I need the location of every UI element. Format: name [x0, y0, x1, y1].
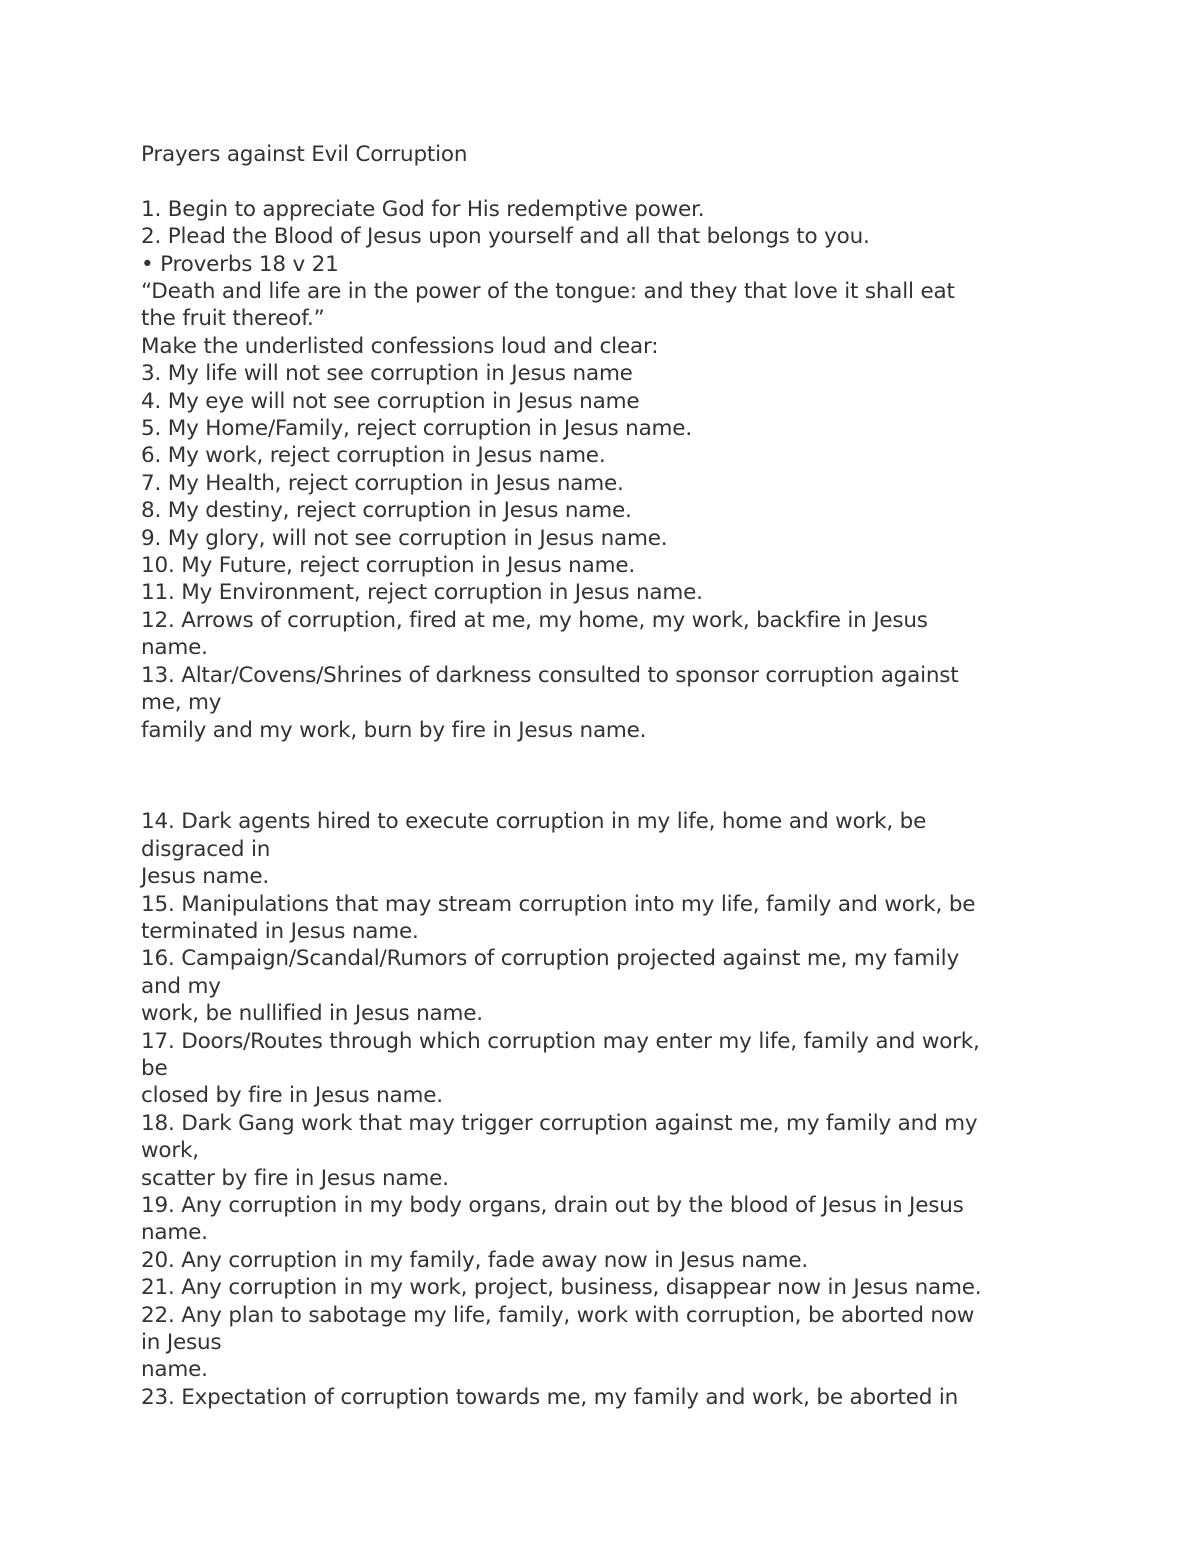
text-line: 10. My Future, reject corruption in Jesus name.: [141, 553, 635, 579]
text-line: 9. My glory, will not see corruption in Jesus name.: [141, 525, 668, 551]
text-line: 21. Any corruption in my work, project, business, disappear now in Jesus name.: [141, 1275, 982, 1301]
text-line: terminated in Jesus name.: [141, 918, 419, 944]
text-line: disgraced in: [141, 836, 271, 862]
text-line: 12. Arrows of corruption, fired at me, my home, my work, backfire in Jesus: [141, 607, 928, 633]
text-line: family and my work, burn by fire in Jesus name.: [141, 717, 647, 743]
text-line: 16. Campaign/Scandal/Rumors of corruption projected against me, my family: [141, 946, 959, 972]
text-line: 20. Any corruption in my family, fade away now in Jesus name.: [141, 1247, 809, 1273]
text-line: 13. Altar/Covens/Shrines of darkness consulted to sponsor corruption against: [141, 662, 959, 688]
text-line: 23. Expectation of corruption towards me, my family and work, be aborted in: [141, 1384, 959, 1410]
text-line: Jesus name.: [141, 864, 270, 890]
text-line: 15. Manipulations that may stream corruption into my life, family and work, be: [141, 891, 976, 917]
text-line: 11. My Environment, reject corruption in Jesus name.: [141, 580, 703, 606]
text-line: 7. My Health, reject corruption in Jesus name.: [141, 470, 624, 496]
text-line: 19. Any corruption in my body organs, drain out by the blood of Jesus in Jesus: [141, 1193, 964, 1218]
text-line: work,: [141, 1138, 199, 1164]
text-line: closed by fire in Jesus name.: [141, 1083, 443, 1109]
text-line: 8. My destiny, reject corruption in Jesus name.: [141, 498, 632, 524]
blank-line: [141, 744, 1071, 771]
text-line: scatter by fire in Jesus name.: [141, 1165, 449, 1191]
text-line: name.: [141, 1357, 208, 1383]
text-line: name.: [141, 1220, 208, 1246]
text-line: 4. My eye will not see corruption in Jesus name: [141, 388, 640, 414]
text-line: 17. Doors/Routes through which corruption may enter my life, family and work,: [141, 1028, 980, 1054]
text-line: 18. Dark Gang work that may trigger corruption against me, my family and my: [141, 1110, 978, 1136]
text-line: 1. Begin to appreciate God for His redemptive power.: [141, 196, 705, 222]
text-line: work, be nullified in Jesus name.: [141, 1001, 483, 1027]
text-line: Make the underlisted confessions loud and clear:: [141, 333, 659, 359]
text-line: 3. My life will not see corruption in Jesus name: [141, 361, 633, 387]
text-line: the fruit thereof.”: [141, 306, 325, 332]
text-line: 6. My work, reject corruption in Jesus name.: [141, 443, 606, 469]
document-body: [141, 141, 1071, 1411]
text-line: • Proverbs 18 v 21: [141, 251, 339, 277]
document-title: Prayers against Evil Corruption: [141, 142, 468, 167]
text-line: 5. My Home/Family, reject corruption in Jesus name.: [141, 416, 692, 442]
text-line: in Jesus: [141, 1330, 222, 1356]
text-line: be: [141, 1055, 168, 1081]
text-line: “Death and life are in the power of the tongue: and they that love it shall eat: [141, 279, 955, 305]
text-line: and my: [141, 973, 221, 999]
text-line: 22. Any plan to sabotage my life, family, work with corruption, be aborted now: [141, 1302, 975, 1328]
text-line: me, my: [141, 690, 222, 716]
text-line: 14. Dark agents hired to execute corruption in my life, home and work, be: [141, 809, 927, 835]
text-line: 2. Plead the Blood of Jesus upon yourself and all that belongs to you.: [141, 224, 870, 250]
text-line: name.: [141, 635, 208, 661]
